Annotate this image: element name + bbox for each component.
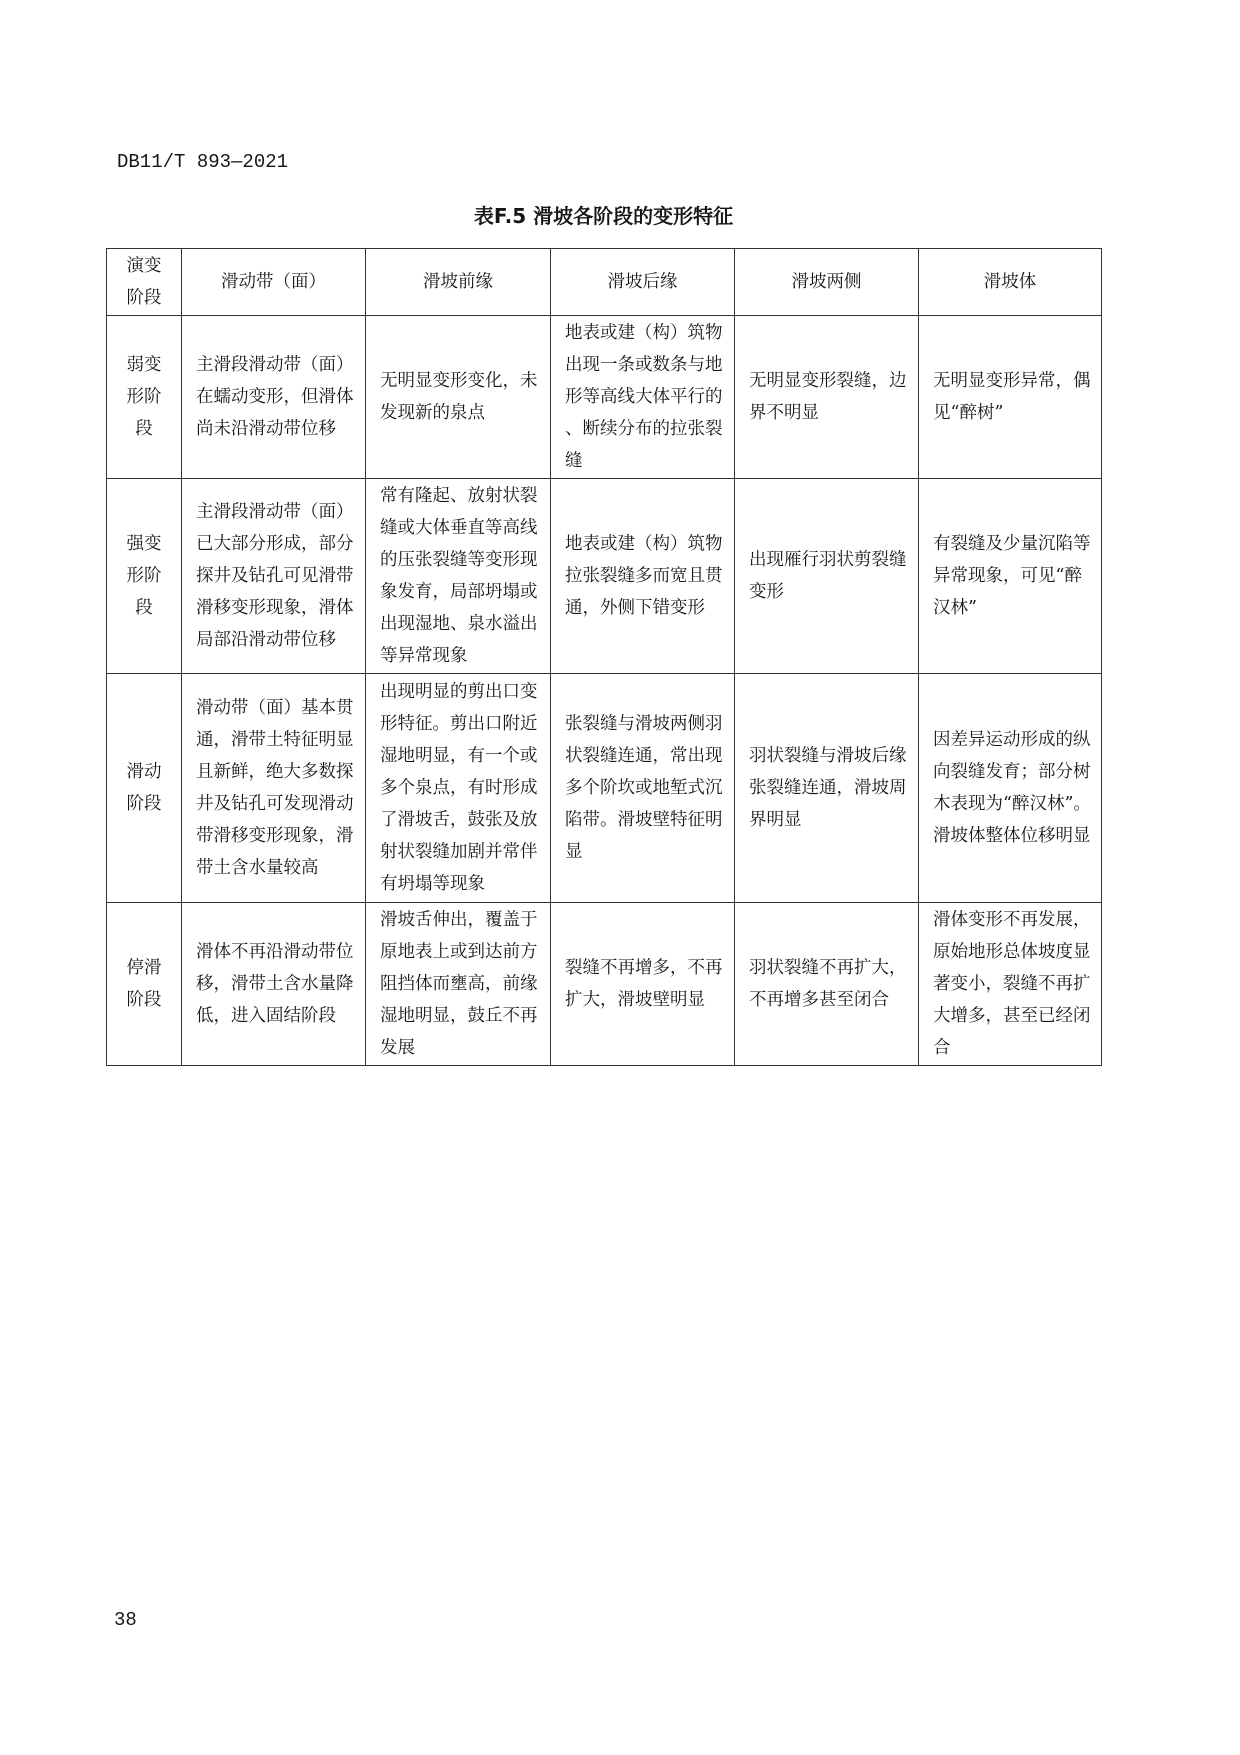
column-header-flanks: 滑坡两侧 [735, 249, 919, 316]
column-header-stage: 演变阶段 [107, 249, 182, 316]
sliding-zone-cell: 主滑段滑动带（面）在蠕动变形，但滑体尚未沿滑动带位移 [182, 316, 366, 479]
deformation-characteristics-table [106, 248, 1102, 1066]
front-edge-cell: 无明显变形变化，未发现新的泉点 [366, 316, 551, 479]
landslide-body-cell: 因差异运动形成的纵向裂缝发育；部分树木表现为“醉汉林”。滑坡体整体位移明显 [919, 674, 1102, 903]
stage-cell: 滑动阶段 [107, 674, 182, 903]
rear-edge-cell: 张裂缝与滑坡两侧羽状裂缝连通，常出现多个阶坎或地堑式沉陷带。滑坡壁特征明显 [551, 674, 735, 903]
stage-cell: 强变形阶段 [107, 479, 182, 674]
table-row [107, 479, 1102, 674]
column-header-landslide-body: 滑坡体 [919, 249, 1102, 316]
page-number: 38 [114, 1609, 137, 1631]
landslide-body-cell: 无明显变形异常，偶见“醉树” [919, 316, 1102, 479]
landslide-body-cell: 滑体变形不再发展，原始地形总体坡度显著变小，裂缝不再扩大增多，甚至已经闭合 [919, 903, 1102, 1066]
flanks-cell: 羽状裂缝与滑坡后缘张裂缝连通，滑坡周界明显 [735, 674, 919, 903]
document-code: DB11/T 893—2021 [117, 151, 289, 173]
stage-cell: 弱变形阶段 [107, 316, 182, 479]
table-row [107, 903, 1102, 1066]
table-header-row [107, 249, 1102, 316]
rear-edge-cell: 裂缝不再增多，不再扩大，滑坡壁明显 [551, 903, 735, 1066]
table-row [107, 674, 1102, 903]
front-edge-cell: 出现明显的剪出口变形特征。剪出口附近湿地明显，有一个或多个泉点，有时形成了滑坡舌，鼓张及放射状裂缝加剧并常伴有坍塌等现象 [366, 674, 551, 903]
flanks-cell: 无明显变形裂缝，边界不明显 [735, 316, 919, 479]
table-title: 表F.5 滑坡各阶段的变形特征 [473, 204, 734, 228]
sliding-zone-cell: 主滑段滑动带（面）已大部分形成，部分探井及钻孔可见滑带滑移变形现象，滑体局部沿滑动带位移 [182, 479, 366, 674]
front-edge-cell: 常有隆起、放射状裂缝或大体垂直等高线的压张裂缝等变形现象发育，局部坍塌或出现湿地、泉水溢出等异常现象 [366, 479, 551, 674]
flanks-cell: 出现雁行羽状剪裂缝变形 [735, 479, 919, 674]
stage-cell: 停滑阶段 [107, 903, 182, 1066]
landslide-body-cell: 有裂缝及少量沉陷等异常现象，可见“醉汉林” [919, 479, 1102, 674]
sliding-zone-cell: 滑体不再沿滑动带位移，滑带土含水量降低，进入固结阶段 [182, 903, 366, 1066]
column-header-sliding-zone: 滑动带（面） [182, 249, 366, 316]
sliding-zone-cell: 滑动带（面）基本贯通，滑带土特征明显且新鲜，绝大多数探井及钻孔可发现滑动带滑移变形现象，滑带土含水量较高 [182, 674, 366, 903]
table-row [107, 316, 1102, 479]
rear-edge-cell: 地表或建（构）筑物拉张裂缝多而宽且贯通，外侧下错变形 [551, 479, 735, 674]
rear-edge-cell: 地表或建（构）筑物出现一条或数条与地形等高线大体平行的、断续分布的拉张裂缝 [551, 316, 735, 479]
column-header-front-edge: 滑坡前缘 [366, 249, 551, 316]
column-header-rear-edge: 滑坡后缘 [551, 249, 735, 316]
flanks-cell: 羽状裂缝不再扩大，不再增多甚至闭合 [735, 903, 919, 1066]
front-edge-cell: 滑坡舌伸出，覆盖于原地表上或到达前方阻挡体而壅高，前缘湿地明显，鼓丘不再发展 [366, 903, 551, 1066]
